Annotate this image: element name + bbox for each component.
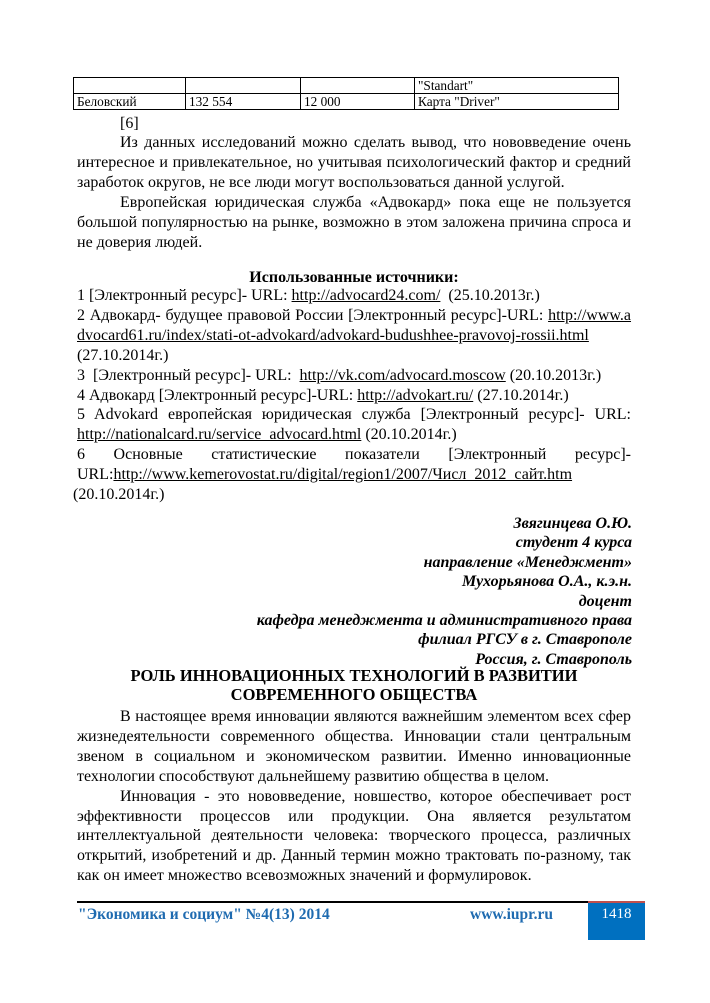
source-link[interactable]: http://nationalcard.ru/service_advocard.html xyxy=(77,426,362,444)
source-number: 1 xyxy=(77,287,85,304)
source-item xyxy=(77,405,631,445)
author-program: направление «Менеджмент» xyxy=(423,553,632,571)
source-text: [Электронный ресурс]- URL: xyxy=(85,287,292,304)
source-text: Адвокард- будущее правовой России [Электронный ресурс]-URL: xyxy=(89,306,549,324)
author-info xyxy=(72,514,632,669)
title-line: РОЛЬ ИННОВАЦИОННЫХ ТЕХНОЛОГИЙ В РАЗВИТИИ xyxy=(130,666,578,685)
source-date: (20.10.2014г.) xyxy=(361,426,457,444)
table-cell: Карта "Driver" xyxy=(415,94,619,110)
footer-divider xyxy=(77,901,588,903)
location: Россия, г. Ставрополь xyxy=(475,650,632,668)
sources-heading: Использованные источники: xyxy=(249,269,459,286)
source-number: 4 xyxy=(77,386,85,404)
source-link[interactable]: http://advokart.ru/ xyxy=(357,386,474,404)
sources-list xyxy=(73,286,632,505)
paragraph: Из данных исследований можно сделать вывод, что нововведение очень интересное и привлекательное, но учитывая психологический фактор и средний заработок округов, не все люди могут воспользоваться данной услугой. xyxy=(77,134,631,191)
source-date: (27.10.2014г.) xyxy=(77,346,169,364)
source-item xyxy=(77,306,631,366)
journal-website-link[interactable]: www.iupr.ru xyxy=(470,906,553,923)
source-link[interactable]: http://vk.com/advocard.moscow xyxy=(299,366,506,384)
source-number: 5 xyxy=(77,406,85,424)
citation-marker: [6] xyxy=(120,115,139,132)
source-text: Адвокард [Электронный ресурс]-URL: xyxy=(85,386,358,404)
article-title xyxy=(77,667,631,704)
source-number: 2 xyxy=(77,306,85,324)
source-text: [Электронный ресурс]- URL: xyxy=(85,366,300,384)
source-item xyxy=(77,366,631,386)
source-item xyxy=(77,386,631,406)
title-line: СОВРЕМЕННОГО ОБЩЕСТВА xyxy=(230,684,478,704)
source-number: 6 xyxy=(77,446,85,464)
source-text: Основные статистические показатели [Электронный ресурс]-URL: xyxy=(77,446,632,484)
table-cell: Беловский xyxy=(74,94,186,110)
source-date: (20.10.2013г.) xyxy=(505,366,602,384)
table-cell xyxy=(74,78,186,94)
journal-title: "Экономика и социум" №4(13) 2014 xyxy=(78,906,330,923)
supervisor-title: доцент xyxy=(578,592,632,610)
paragraph: Европейская юридическая служба «Адвокард» пока еще не пользуется большой популярностью на рынке, возможно в этом заложена причина спроса и не доверия людей. xyxy=(77,193,631,251)
source-date: (25.10.2013г.) xyxy=(440,287,540,304)
source-date: (20.10.2014г.) xyxy=(73,486,165,504)
source-item xyxy=(73,445,632,505)
article-body xyxy=(77,707,631,886)
author-name: Звягинцева О.Ю. xyxy=(513,515,632,532)
table-cell: 132 554 xyxy=(186,94,301,110)
supervisor-name: Мухорьянова О.А., к.э.н. xyxy=(461,573,632,591)
table-row xyxy=(74,78,619,94)
source-date: (27.10.2014г.) xyxy=(473,386,569,404)
source-item xyxy=(77,286,631,306)
source-link[interactable]: http://advocard24.com/ xyxy=(291,287,441,304)
institution: филиал РГСУ в г. Ставрополе xyxy=(418,631,632,649)
author-status: студент 4 курса xyxy=(515,534,632,552)
table-cell xyxy=(301,78,415,94)
paragraph: В настоящее время инновации являются важнейшим элементом всех сфер жизнедеятельности современного общества. Инновации стали центральным звеном в социальном и экономическом развитии. Именно инновационные технологии способствуют дальнейшему развитию общества в целом. xyxy=(77,708,631,785)
conclusion-section xyxy=(77,133,631,252)
department: кафедра менеджмента и административного права xyxy=(256,612,632,630)
table-cell: "Standart" xyxy=(415,78,619,94)
table-cell: 12 000 xyxy=(301,94,415,110)
source-number: 3 xyxy=(77,366,85,384)
source-link[interactable]: http://www.kemerovostat.ru/digital/region1/2007/Числ_2012_сайт.htm xyxy=(113,466,573,484)
source-text: Advokard европейская юридическая служба [Электронный ресурс]- URL: xyxy=(85,406,631,424)
paragraph: Инновация - это нововведение, новшество, которое обеспечивает рост эффективности процессов или продукции. Она является результатом интеллектуальной деятельности человека: творческого процесса, различных открытий, изобретений и др. Данный термин можно трактовать по-разному, так как он имеет множество всевозможных значений и формулировок. xyxy=(77,787,631,885)
table-row xyxy=(74,94,619,110)
statistics-table xyxy=(73,77,619,110)
table-cell xyxy=(186,78,301,94)
page-number: 1418 xyxy=(588,903,645,940)
source-link[interactable]: http://www.advocard61.ru/index/stati-ot-advokard/advokard-budushhee-pravovoj-rossii.html xyxy=(77,306,632,344)
